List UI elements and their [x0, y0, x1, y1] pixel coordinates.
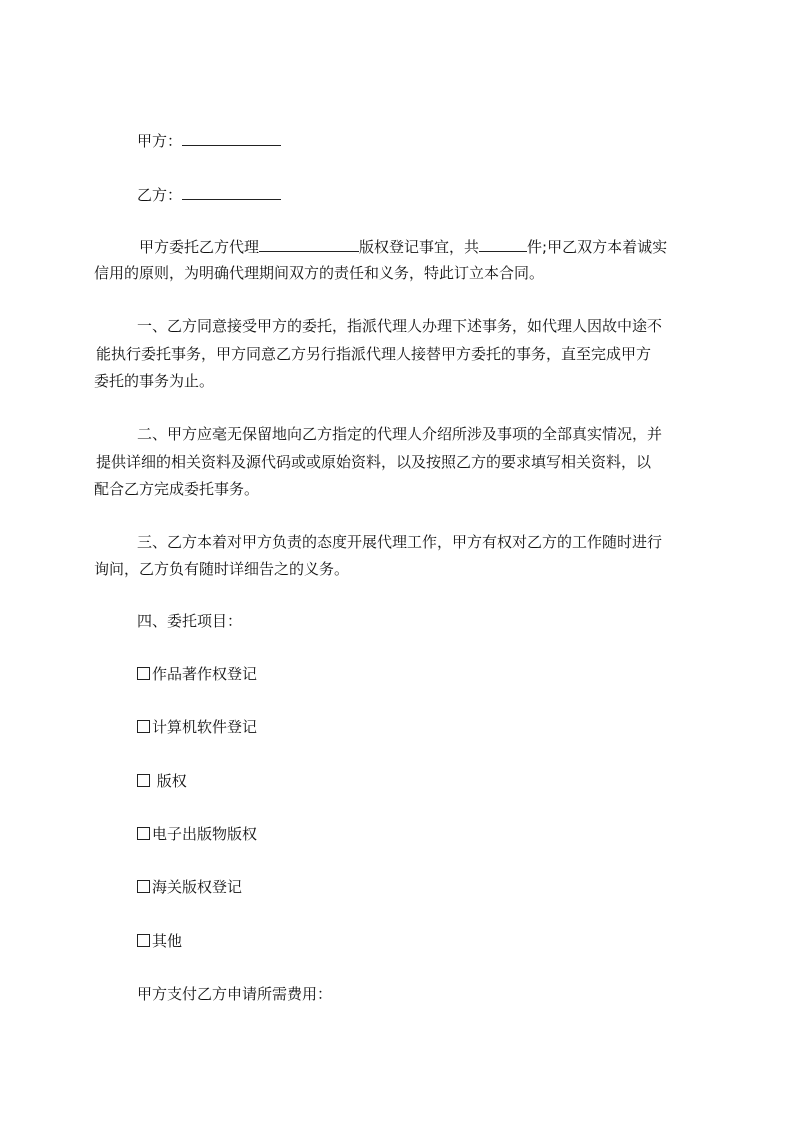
clause4-title: 四、委托项目： — [137, 612, 243, 630]
count-blank — [479, 237, 527, 252]
checkbox-icon[interactable] — [137, 667, 150, 680]
clause1-line-3: 委托的事务为止。 — [94, 372, 215, 390]
party-a-line — [137, 131, 281, 151]
item-customs-registration — [137, 877, 242, 897]
party-b-label: 乙方： — [137, 186, 183, 204]
clause3-line-1: 三、乙方本着对甲方负责的态度开展代理工作，甲方有权对乙方的工作随时进行 — [137, 533, 663, 551]
party-a-label: 甲方： — [137, 132, 183, 150]
item-label: 电子出版物版权 — [152, 825, 258, 843]
checkbox-icon[interactable] — [137, 827, 150, 840]
item-label: 海关版权登记 — [152, 878, 243, 896]
checkbox-icon[interactable] — [137, 880, 150, 893]
clause1-line-1: 一、乙方同意接受甲方的委托，指派代理人办理下述事务，如代理人因故中途不 — [137, 317, 663, 335]
item-copyright-registration — [137, 664, 257, 684]
clause2-line-1: 二、甲方应毫无保留地向乙方指定的代理人介绍所涉及事项的全部真实情况，并 — [137, 425, 663, 443]
item-other — [137, 931, 182, 951]
item-software-registration — [137, 717, 257, 737]
item-label: 版权 — [152, 772, 187, 790]
item-label: 其他 — [152, 932, 183, 950]
clause1-line-2: 能执行委托事务，甲方同意乙方另行指派代理人接替甲方委托的事务，直至完成甲方 — [96, 345, 652, 363]
checkbox-icon[interactable] — [137, 774, 150, 787]
item-copyright — [137, 771, 187, 791]
checkbox-icon[interactable] — [137, 720, 150, 733]
item-electronic-publication — [137, 824, 257, 844]
intro-line-2: 信用的原则，为明确代理期间双方的责任和义务，特此订立本合同。 — [94, 264, 545, 282]
item-label: 计算机软件登记 — [152, 718, 258, 736]
party-b-line — [137, 185, 281, 205]
item-label: 作品著作权登记 — [152, 665, 258, 683]
intro-line-1 — [139, 237, 667, 257]
fee-label: 甲方支付乙方申请所需费用： — [137, 985, 333, 1003]
party-b-blank — [182, 185, 281, 200]
clause2-line-2: 提供详细的相关资料及源代码或或原始资料，以及按照乙方的要求填写相关资料，以 — [96, 453, 652, 471]
intro-text-2: 版权登记事宜，共 — [359, 238, 480, 256]
checkbox-icon[interactable] — [137, 934, 150, 947]
clause3-line-2: 询问，乙方负有随时详细告之的义务。 — [94, 560, 350, 578]
intro-text-3: 件;甲乙双方本着诚实 — [527, 238, 668, 256]
clause2-line-3: 配合乙方完成委托事务。 — [94, 480, 260, 498]
agent-scope-blank — [259, 237, 359, 252]
party-a-blank — [182, 131, 281, 146]
intro-text-1: 甲方委托乙方代理 — [139, 238, 260, 256]
